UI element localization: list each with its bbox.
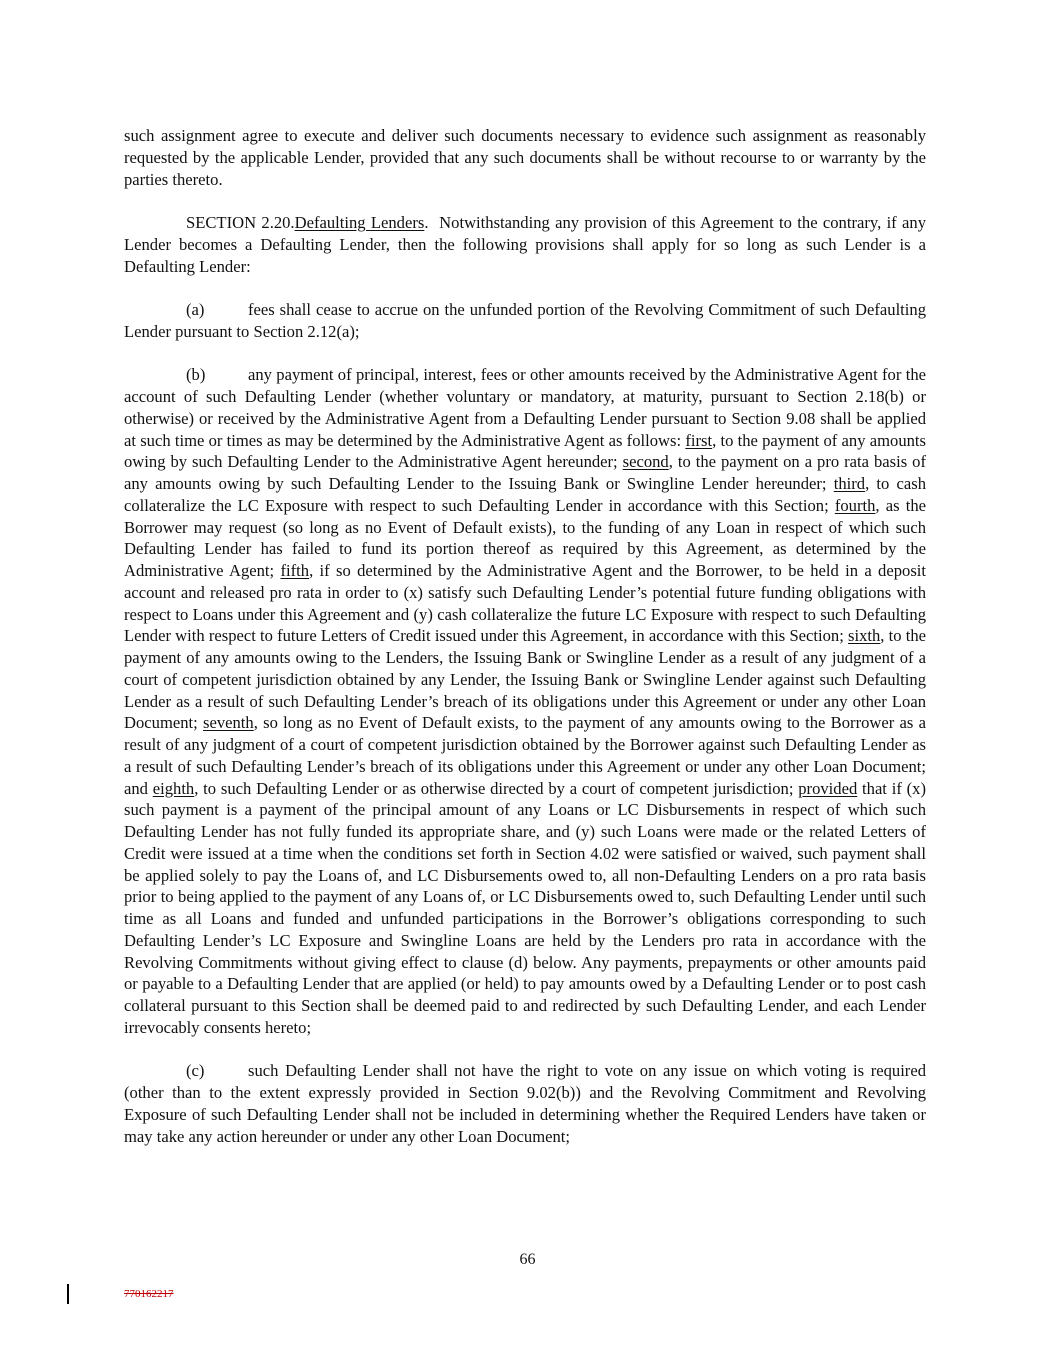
clause-label: (c) [186, 1061, 205, 1081]
term-fifth: fifth [280, 561, 310, 580]
term-provided: provided [798, 778, 858, 798]
clause-label: (a) [186, 300, 205, 319]
term-eighth: eighth [152, 778, 195, 798]
page-number: 66 [519, 1251, 536, 1268]
clause-c [124, 1060, 926, 1147]
clause-a [124, 299, 926, 343]
section-heading: Defaulting Lenders [294, 213, 425, 232]
continuation-paragraph: such assignment agree to execute and deliver such documents necessary to evidence such assignment as reasonably requested by the applicable Lender, provided that any such documents shall be without recourse to or warranty by the parties thereto. [124, 126, 926, 189]
term-fourth: fourth [834, 495, 876, 515]
term-third: third [833, 474, 866, 493]
term-first: first [685, 430, 713, 450]
clause-text: fees shall cease to accrue on the unfunded portion of the Revolving Commitment of such Defaulting Lender pursuant to Section 2.12(a); [124, 300, 926, 341]
clause-text: such Defaulting Lender shall not have the right to vote on any issue on which voting is required (other than to the extent expressly provided in Section 9.02(b)) and the Revolving Commitment and Revolving Exposure of such Defaulting Lender shall not be included in determining whether the Required Lenders have taken or may take any action hereunder or under any other Loan Document; [124, 1061, 926, 1146]
term-sixth: sixth [848, 626, 881, 646]
change-bar [67, 1284, 69, 1304]
document-body [124, 125, 926, 1147]
term-second: second [622, 452, 669, 472]
section-number: SECTION 2.20. [186, 213, 295, 232]
clause-label: (b) [186, 365, 206, 385]
term-seventh: seventh [203, 713, 254, 733]
clause-b: (b) any payment of principal, interest, fees or other amounts received by the Administrative Agent for the account of such Defaulting Lender (whether voluntary or mandatory, at maturity, pursuant to Section 2.18(b) or otherwise) or received by the Administrative Agent from a Defaulting Lender pursuant to Section 9.08 shall be applied at such time or times as may be determined by the Administrative Agent as follows: first, to the payment of any amounts owing by such Defaulting Lender to the Administrative Agent hereunder; second, to the payment on a pro rata basis of any amounts owing by such Defaulting Lender to the Issuing Bank or Swingline Lender hereunder; third, to cash collateralize the LC Exposure with respect to such Defaulting Lender in accordance with this Section; fourth, as the Borrower may request (so long as no Event of Default exists), to the funding of any Loan in respect of which such Defaulting Lender has failed to fund its portion thereof as required by this Agreement, as determined by the Administrative Agent; fifth, if so determined by the Administrative Agent and the Borrower, to be held in a deposit account and released pro rata in order to (x) satisfy such Defaulting Lender’s potential future funding obligations with respect to Loans under this Agreement and (y) cash collateralize the future LC Exposure with respect to such Defaulting Lender with respect to future Letters of Credit issued under this Agreement, in accordance with this Section; sixth, to the payment of any amounts owing to the Lenders, the Issuing Bank or Swingline Lender as a result of any judgment of a court of competent jurisdiction obtained by any Lender, the Issuing Bank or Swingline Lender against such Defaulting Lender as a result of such Defaulting Lender’s breach of its obligations under this Agreement or under any other Loan Document; seventh, so long as no Event of Default exists, to the payment of any amounts owing to the Borrower as a result of any judgment of a court of competent jurisdiction obtained by the Borrower against such Defaulting Lender as a result of such Defaulting Lender’s breach of its obligations under this Agreement or under any other Loan Document; and eighth, to such Defaulting Lender or as otherwise directed by a court of competent jurisdiction; provided that if (x) such payment is a payment of the principal amount of any Loans or LC Disbursements in respect of which such Defaulting Lender has not fully funded its appropriate share, and (y) such Loans were made or the related Letters of Credit were issued at a time when the conditions set forth in Section 4.02 were satisfied or waived, such payment shall be applied solely to pay the Loans of, and LC Disbursements owed to, all non-Defaulting Lenders on a pro rata basis prior to being applied to the payment of any Loans of, or LC Disbursements owed to, such Defaulting Lender until such time as all Loans and funded and unfunded participations in the Borrower’s obligations corresponding to such Defaulting Lender’s LC Exposure and Swingline Loans are held by the Lenders pro rata in accordance with the Revolving Commitments without giving effect to clause (d) below. Any payments, prepayments or other amounts paid or payable to a Defaulting Lender that are applied (or held) to pay amounts owed by a Defaulting Lender or to post cash collateral pursuant to this Section shall be deemed paid to and redirected by such Defaulting Lender, and each Lender irrevocably consents hereto; [124, 365, 927, 1037]
section-2-20-paragraph: SECTION 2.20.Defaulting Lenders. Notwithstanding any provision of this Agreement to the contrary, if any Lender becomes a Defaulting Lender, then the following provisions shall apply for so long as such Lender is a Defaulting Lender: [124, 213, 927, 276]
document-id: 770162217 [124, 1288, 174, 1300]
section-text: Notwithstanding any provision of this Agreement to the contrary, if any Lender becomes a Defaulting Lender, then the following provisions shall apply for so long as such Lender is a Defaulting Lender: [124, 213, 927, 276]
